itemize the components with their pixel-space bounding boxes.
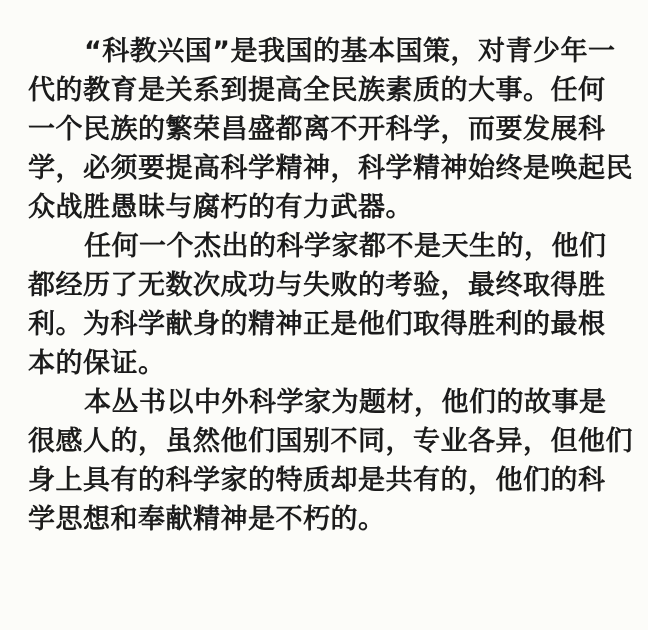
text-line: 学，必须要提高科学精神，科学精神始终是唤起民 — [28, 153, 633, 184]
text-line: 都经历了无数次成功与失败的考验，最终取得胜 — [28, 270, 606, 301]
text-line: 代的教育是关系到提高全民族素质的大事。任何 — [28, 75, 606, 106]
text-line: 众战胜愚昧与腐朽的有力武器。 — [28, 192, 413, 223]
text-line: 很感人的，虽然他们国别不同，专业各异，但他们 — [28, 426, 633, 457]
text-line: 本的保证。 — [28, 348, 166, 379]
text-line: 任何一个杰出的科学家都不是天生的，他们 — [84, 231, 607, 262]
text-line: 学思想和奉献精神是不朽的。 — [28, 504, 386, 535]
text-line: 本丛书以中外科学家为题材，他们的故事是 — [84, 387, 607, 418]
text-line: 身上具有的科学家的特质却是共有的，他们的科 — [28, 465, 606, 496]
paragraph-2 — [28, 227, 628, 383]
paragraph-1 — [28, 32, 633, 227]
text-line: “科教兴国”是我国的基本国策，对青少年一 — [84, 36, 616, 67]
body-text — [28, 32, 633, 539]
paragraph-3 — [28, 383, 633, 539]
text-line: 一个民族的繁荣昌盛都离不开科学，而要发展科 — [28, 114, 606, 145]
text-line: 利。为科学献身的精神正是他们取得胜利的最根 — [28, 309, 606, 340]
